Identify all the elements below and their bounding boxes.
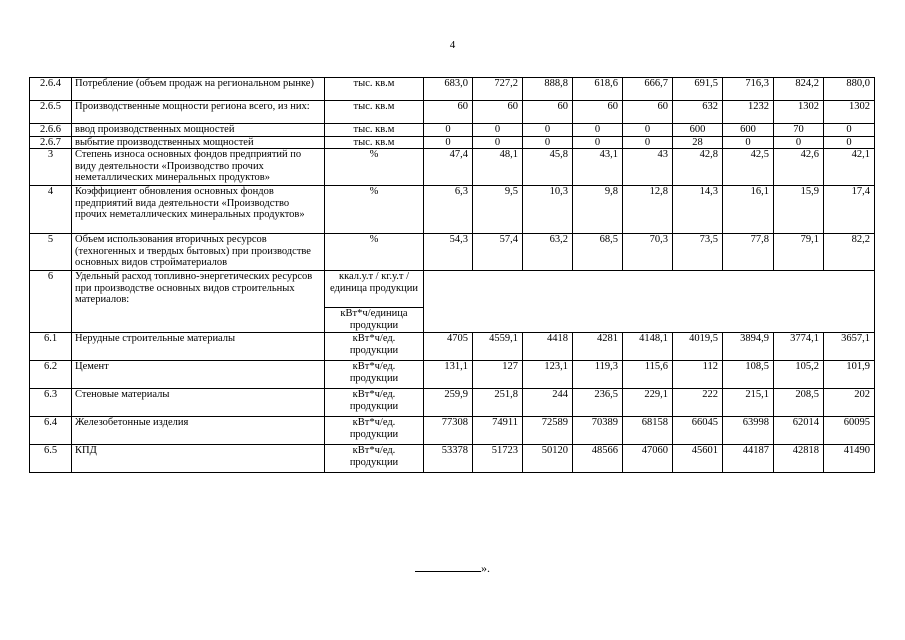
row-value: 4148,1 (623, 333, 673, 361)
row-value: 0 (824, 136, 875, 149)
row-value: 43,1 (573, 149, 623, 186)
row-index: 6.5 (30, 445, 72, 473)
row-value: 1232 (723, 101, 774, 124)
row-value: 131,1 (424, 361, 473, 389)
row-name: выбытие производственных мощностей (72, 136, 325, 149)
row-index: 6.3 (30, 389, 72, 417)
row-unit: кВт*ч/ед. продукции (325, 389, 424, 417)
row-value: 42,5 (723, 149, 774, 186)
row-unit: тыс. кв.м (325, 124, 424, 137)
row-value: 77,8 (723, 234, 774, 271)
row-unit: % (325, 234, 424, 271)
row-value: 127 (473, 361, 523, 389)
row-value: 244 (523, 389, 573, 417)
row-value: 119,3 (573, 361, 623, 389)
row-value: 115,6 (623, 361, 673, 389)
row-value: 57,4 (473, 234, 523, 271)
row-value: 222 (673, 389, 723, 417)
table-row (30, 389, 875, 417)
row-value: 666,7 (623, 78, 673, 101)
row-value: 101,9 (824, 361, 875, 389)
row-value: 48,1 (473, 149, 523, 186)
row-value: 73,5 (673, 234, 723, 271)
row-name: КПД (72, 445, 325, 473)
row-index: 2.6.4 (30, 78, 72, 101)
row-value: 202 (824, 389, 875, 417)
row-value: 112 (673, 361, 723, 389)
row-value: 66045 (673, 417, 723, 445)
row-value: 60095 (824, 417, 875, 445)
row-value: 51723 (473, 445, 523, 473)
row-value: 0 (723, 136, 774, 149)
row-value: 63998 (723, 417, 774, 445)
row-value: 3774,1 (774, 333, 824, 361)
table-row (30, 149, 875, 186)
indicators-table (29, 77, 875, 473)
row-name: Стеновые материалы (72, 389, 325, 417)
closing-line (0, 560, 905, 576)
row-value: 259,9 (424, 389, 473, 417)
row-value: 888,8 (523, 78, 573, 101)
row-value: 45601 (673, 445, 723, 473)
table-row (30, 271, 875, 308)
row-value: 42,1 (824, 149, 875, 186)
row-value: 1302 (824, 101, 875, 124)
row-value: 0 (623, 124, 673, 137)
row-value: 4281 (573, 333, 623, 361)
row-value: 60 (473, 101, 523, 124)
row-name: Потребление (объем продаж на региональном рынке) (72, 78, 325, 101)
row-value: 74911 (473, 417, 523, 445)
row-value: 0 (573, 136, 623, 149)
row-value: 618,6 (573, 78, 623, 101)
row-value: 42,8 (673, 149, 723, 186)
row-value: 123,1 (523, 361, 573, 389)
page-number: 4 (449, 39, 456, 51)
table-row (30, 78, 875, 101)
row-value: 48566 (573, 445, 623, 473)
row-value: 14,3 (673, 186, 723, 234)
row-unit: тыс. кв.м (325, 101, 424, 124)
row-index: 2.6.7 (30, 136, 72, 149)
row-value: 0 (424, 136, 473, 149)
row-index: 2.6.5 (30, 101, 72, 124)
row-value: 15,9 (774, 186, 824, 234)
row-index: 6 (30, 271, 72, 333)
row-value: 251,8 (473, 389, 523, 417)
row-index: 6.4 (30, 417, 72, 445)
row-value: 60 (623, 101, 673, 124)
row-value: 4559,1 (473, 333, 523, 361)
row-value: 10,3 (523, 186, 573, 234)
row-value: 4705 (424, 333, 473, 361)
row-value: 44187 (723, 445, 774, 473)
table-row (30, 333, 875, 361)
row-value: 683,0 (424, 78, 473, 101)
row-value: 0 (424, 124, 473, 137)
row-value: 68,5 (573, 234, 623, 271)
row-value: 208,5 (774, 389, 824, 417)
row-name: Цемент (72, 361, 325, 389)
row-value: 716,3 (723, 78, 774, 101)
row-value: 68158 (623, 417, 673, 445)
row-value: 600 (723, 124, 774, 137)
row-value: 53378 (424, 445, 473, 473)
row-name: Железобетонные изделия (72, 417, 325, 445)
row-value: 72589 (523, 417, 573, 445)
row-index: 6.1 (30, 333, 72, 361)
row-value: 0 (523, 136, 573, 149)
row-unit: кВт*ч/ед. продукции (325, 417, 424, 445)
row-value: 1302 (774, 101, 824, 124)
row-value: 28 (673, 136, 723, 149)
row-value: 47,4 (424, 149, 473, 186)
table-row (30, 124, 875, 137)
row-unit: тыс. кв.м (325, 78, 424, 101)
row-value: 50120 (523, 445, 573, 473)
row-unit: % (325, 149, 424, 186)
row-value: 0 (623, 136, 673, 149)
row-index: 6.2 (30, 361, 72, 389)
row-value: 62014 (774, 417, 824, 445)
row-unit: кВт*ч/единица продукции (325, 308, 424, 333)
row-value: 70389 (573, 417, 623, 445)
row-name: Объем использования вторичных ресурсов (техногенных и твердых бытовых) при производстве основных видов стройматериалов (72, 234, 325, 271)
row-unit: кВт*ч/ед. продукции (325, 445, 424, 473)
row-value: 54,3 (424, 234, 473, 271)
row-value: 70,3 (623, 234, 673, 271)
row-value: 42818 (774, 445, 824, 473)
row-unit: % (325, 186, 424, 234)
row-name: ввод производственных мощностей (72, 124, 325, 137)
row-value: 82,2 (824, 234, 875, 271)
table-row (30, 361, 875, 389)
row-value: 600 (673, 124, 723, 137)
row-value: 880,0 (824, 78, 875, 101)
row-value: 632 (673, 101, 723, 124)
row-value: 727,2 (473, 78, 523, 101)
row-value: 9,5 (473, 186, 523, 234)
row-value: 47060 (623, 445, 673, 473)
row-value: 45,8 (523, 149, 573, 186)
row-value: 6,3 (424, 186, 473, 234)
row-value: 17,4 (824, 186, 875, 234)
row-value: 0 (824, 124, 875, 137)
row-value: 215,1 (723, 389, 774, 417)
row-value: 3894,9 (723, 333, 774, 361)
row-value: 236,5 (573, 389, 623, 417)
table-row (30, 417, 875, 445)
table-row (30, 445, 875, 473)
row-value: 9,8 (573, 186, 623, 234)
row-name: Производственные мощности региона всего, из них: (72, 101, 325, 124)
row-index: 2.6.6 (30, 124, 72, 137)
row-index: 3 (30, 149, 72, 186)
row-value: 0 (774, 136, 824, 149)
row-name: Степень износа основных фондов предприятий по виду деятельности «Производство прочих неметаллических минеральных продуктов» (72, 149, 325, 186)
row-value: 0 (473, 136, 523, 149)
table-row (30, 101, 875, 124)
row-name: Коэффициент обновления основных фондов предприятий вида деятельности «Производство прочих неметаллических минеральных продуктов» (72, 186, 325, 234)
row-value: 63,2 (523, 234, 573, 271)
row-index: 4 (30, 186, 72, 234)
row-name: Удельный расход топливно-энергетических ресурсов при производстве основных видов строительных материалов: (72, 271, 325, 333)
closing-quote: ». (481, 561, 490, 575)
row-name: Нерудные строительные материалы (72, 333, 325, 361)
row-value: 105,2 (774, 361, 824, 389)
row-value: 4418 (523, 333, 573, 361)
empty-values-cell (424, 271, 875, 333)
row-value: 3657,1 (824, 333, 875, 361)
row-value: 77308 (424, 417, 473, 445)
row-value: 60 (573, 101, 623, 124)
table-row (30, 186, 875, 234)
blank-line (415, 560, 481, 572)
row-value: 70 (774, 124, 824, 137)
row-value: 0 (523, 124, 573, 137)
row-value: 42,6 (774, 149, 824, 186)
row-value: 60 (424, 101, 473, 124)
row-value: 691,5 (673, 78, 723, 101)
row-value: 79,1 (774, 234, 824, 271)
row-value: 824,2 (774, 78, 824, 101)
row-value: 43 (623, 149, 673, 186)
row-value: 0 (573, 124, 623, 137)
row-value: 12,8 (623, 186, 673, 234)
table-row (30, 136, 875, 149)
row-value: 16,1 (723, 186, 774, 234)
row-value: 4019,5 (673, 333, 723, 361)
table-row (30, 234, 875, 271)
row-value: 108,5 (723, 361, 774, 389)
row-value: 41490 (824, 445, 875, 473)
row-unit: кВт*ч/ед. продукции (325, 333, 424, 361)
row-value: 229,1 (623, 389, 673, 417)
row-index: 5 (30, 234, 72, 271)
row-value: 0 (473, 124, 523, 137)
row-unit: кВт*ч/ед. продукции (325, 361, 424, 389)
row-unit: тыс. кв.м (325, 136, 424, 149)
row-unit: ккал.у.т / кг.у.т / единица продукции (325, 271, 424, 308)
row-value: 60 (523, 101, 573, 124)
